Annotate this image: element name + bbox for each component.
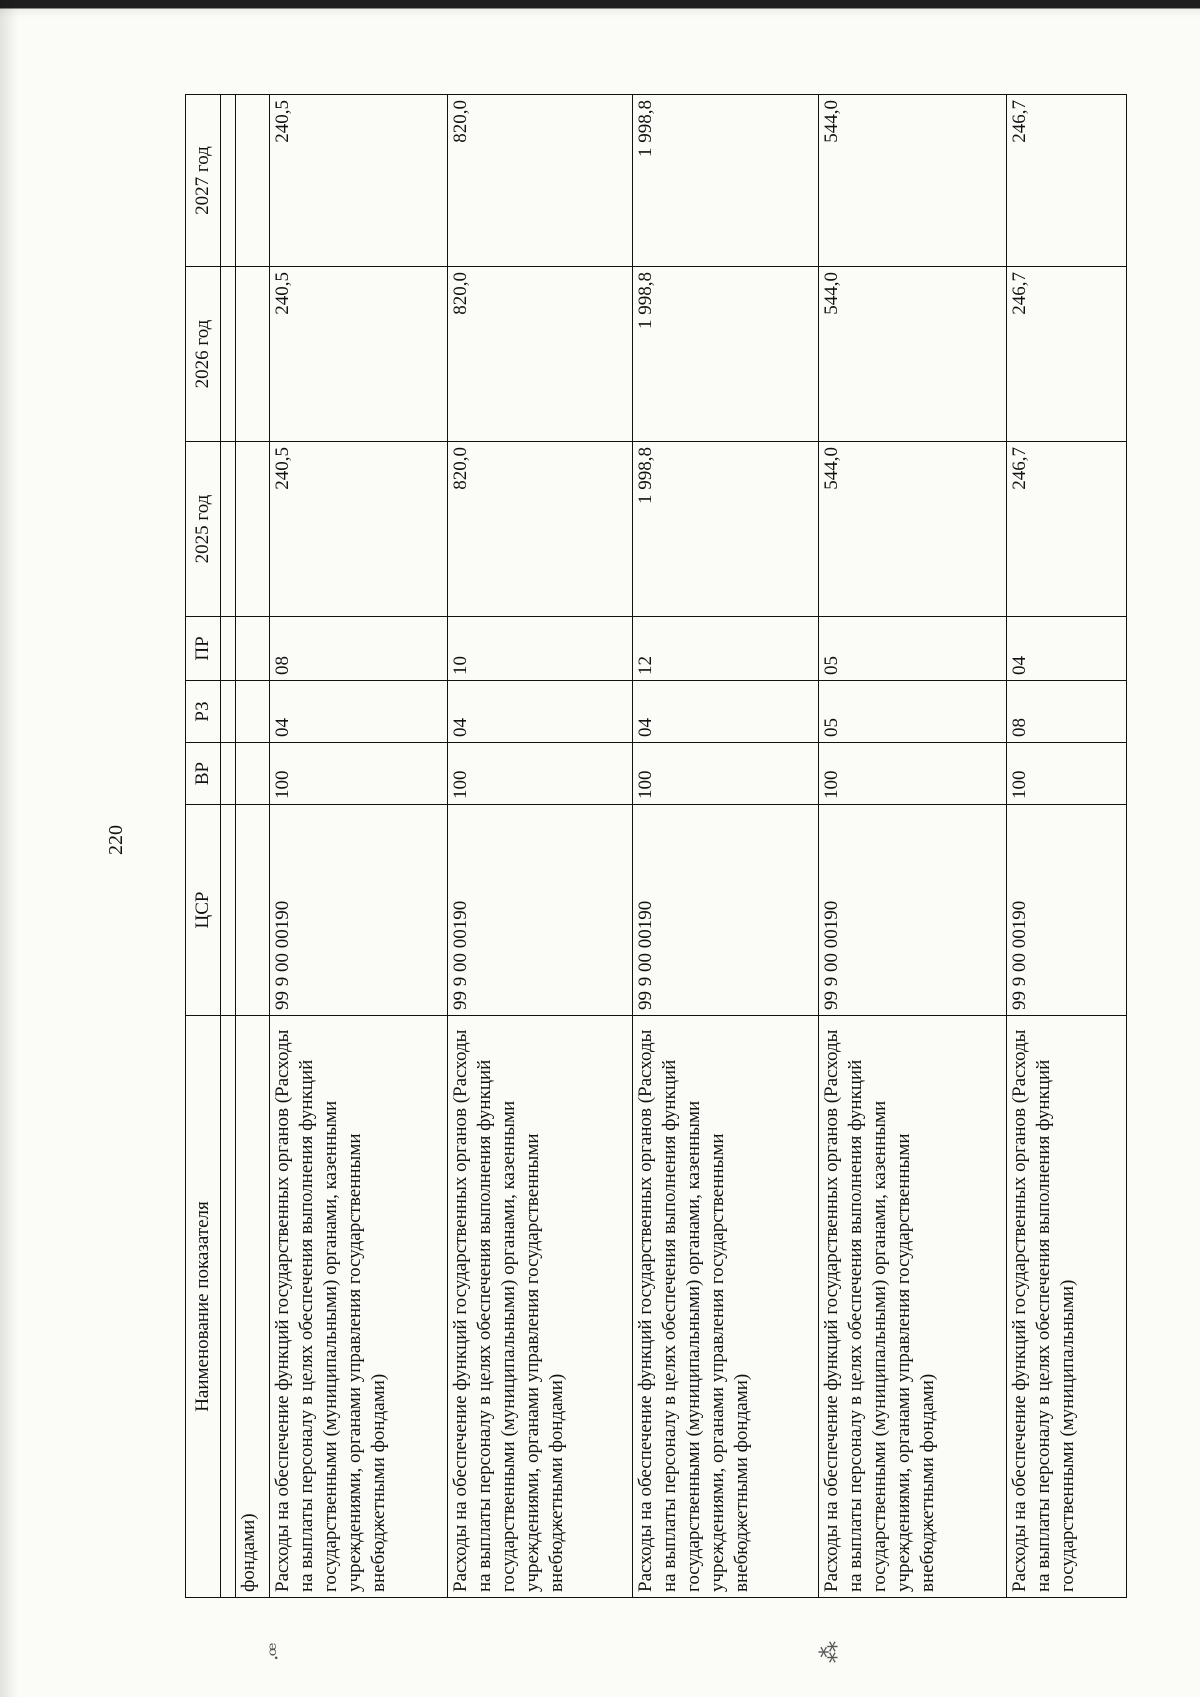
header-rz: РЗ	[186, 681, 221, 743]
page-number: 220	[105, 825, 127, 855]
row-2025: 544,0	[818, 442, 1006, 617]
row-rz: 04	[632, 681, 818, 743]
row-csr: 99 9 00 00190	[447, 805, 632, 1016]
row-vr: 100	[269, 743, 447, 805]
row-2026: 820,0	[447, 267, 632, 442]
row-vr: 100	[818, 743, 1006, 805]
row-csr: 99 9 00 00190	[1006, 805, 1126, 1016]
row-vr: 100	[1006, 743, 1126, 805]
row-vr: 100	[632, 743, 818, 805]
header-2027: 2027 год	[186, 95, 221, 267]
row-name: Расходы на обеспечение функций государственных органов (Расходы на выплаты персоналу в целях обеспечения выполнения функций государственными (муниципальными) органами, казенными учреждениями, органами управления государственными внебюджетными фондами)	[818, 1016, 1006, 1598]
row-2027: 820,0	[447, 95, 632, 267]
row-rz: 05	[818, 681, 1006, 743]
row-2026: 240,5	[269, 267, 447, 442]
row-2027: 240,5	[269, 95, 447, 267]
row-name: Расходы на обеспечение функций государственных органов (Расходы на выплаты персоналу в целях обеспечения выполнения функций государственными (муниципальными) органами, казенными учреждениями, органами управления государственными внебюджетными фондами)	[269, 1016, 447, 1598]
row-pr: 05	[818, 617, 1006, 681]
row-2025: 246,7	[1006, 442, 1126, 617]
row-rz: 08	[1006, 681, 1126, 743]
blank-row	[221, 95, 236, 1598]
row-rz: 04	[269, 681, 447, 743]
header-vr: ВР	[186, 743, 221, 805]
table-row	[269, 95, 447, 1598]
row-2026: 544,0	[818, 267, 1006, 442]
row-2025: 820,0	[447, 442, 632, 617]
row-name: Расходы на обеспечение функций государственных органов (Расходы на выплаты персоналу в целях обеспечения выполнения функций государственными (муниципальными) органами, казенными учреждениями, органами управления государственными внебюджетными фондами)	[632, 1016, 818, 1598]
header-csr: ЦСР	[186, 805, 221, 1016]
budget-table	[185, 94, 1127, 1598]
row-2027: 246,7	[1006, 95, 1126, 267]
continuation-text: фондами)	[236, 1016, 270, 1598]
row-pr: 04	[1006, 617, 1126, 681]
table-row	[818, 95, 1006, 1598]
scan-edge-left	[0, 0, 18, 1697]
header-row	[186, 95, 221, 1598]
row-2027: 1 998,8	[632, 95, 818, 267]
row-rz: 04	[447, 681, 632, 743]
row-pr: 08	[269, 617, 447, 681]
table-row	[447, 95, 632, 1598]
row-2026: 246,7	[1006, 267, 1126, 442]
row-name: Расходы на обеспечение функций государственных органов (Расходы на выплаты персоналу в целях обеспечения выполнения функций государственными (муниципальными) органами, казенными учреждениями, органами управления государственными внебюджетными фондами)	[447, 1016, 632, 1598]
row-2025: 240,5	[269, 442, 447, 617]
row-pr: 10	[447, 617, 632, 681]
budget-table-rotated	[185, 95, 1127, 1598]
row-2026: 1 998,8	[632, 267, 818, 442]
scan-stamp-mark: ⁂	[817, 1643, 842, 1663]
table-row	[632, 95, 818, 1598]
header-2025: 2025 год	[186, 442, 221, 617]
continuation-row	[236, 95, 270, 1598]
row-2025: 1 998,8	[632, 442, 818, 617]
row-csr: 99 9 00 00190	[269, 805, 447, 1016]
header-2026: 2026 год	[186, 267, 221, 442]
row-name: Расходы на обеспечение функций государственных органов (Расходы на выплаты персоналу в целях обеспечения выполнения функций государственными (муниципальными)	[1006, 1016, 1126, 1598]
scan-edge-top	[0, 0, 1200, 18]
row-pr: 12	[632, 617, 818, 681]
header-pr: ПР	[186, 617, 221, 681]
table-row	[1006, 95, 1126, 1598]
scan-stamp-mark: ·ꟹ	[263, 1644, 289, 1662]
row-csr: 99 9 00 00190	[632, 805, 818, 1016]
row-2027: 544,0	[818, 95, 1006, 267]
header-name: Наименование показателя	[186, 1016, 221, 1598]
row-csr: 99 9 00 00190	[818, 805, 1006, 1016]
row-vr: 100	[447, 743, 632, 805]
